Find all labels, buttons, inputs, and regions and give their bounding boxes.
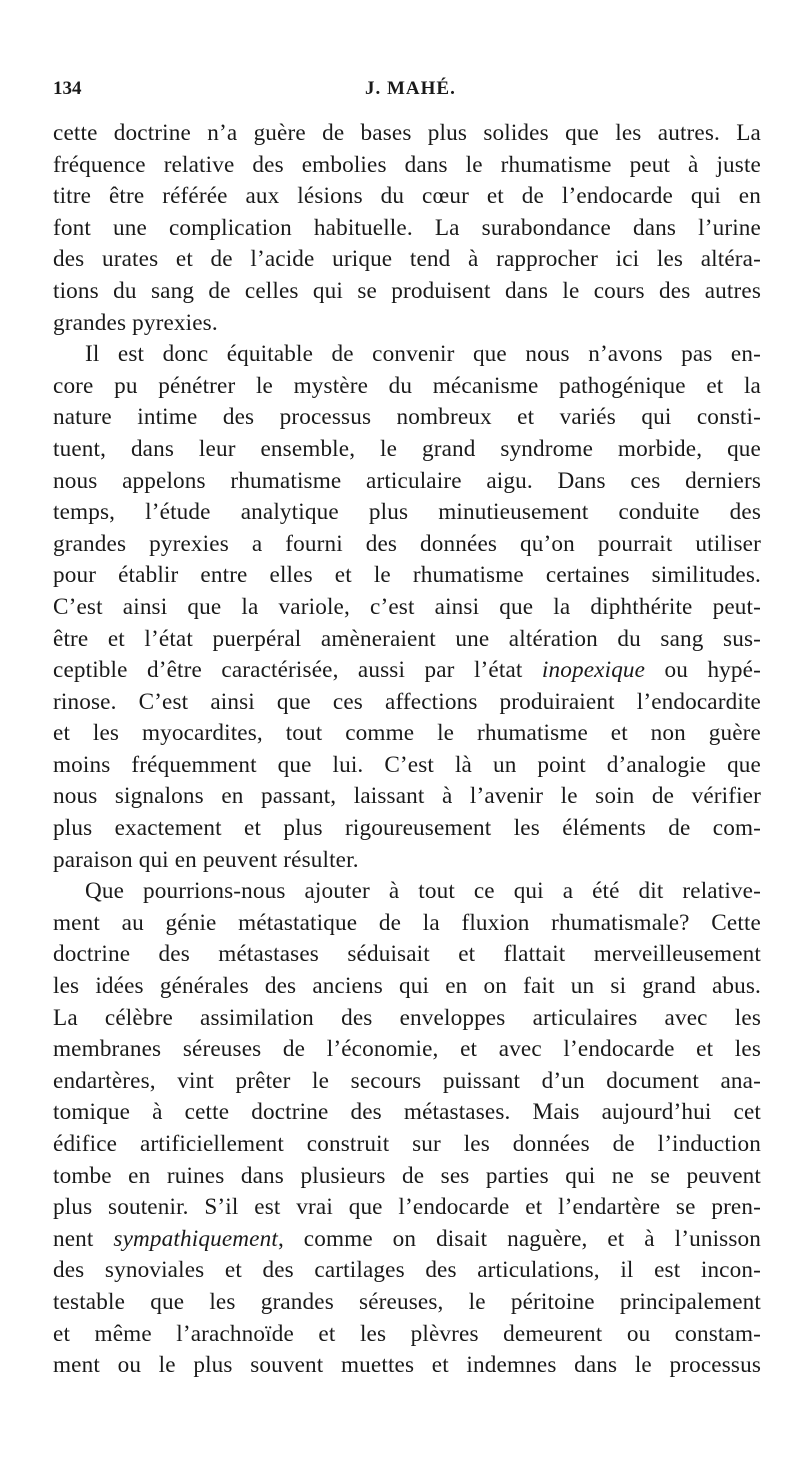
italic-term: sympathiquement	[113, 1225, 278, 1252]
text-line: core pu pénétrer le mystère du mécanisme pathogénique et la	[53, 372, 761, 399]
page-number: 134	[53, 78, 82, 99]
text-line: plus exactement et plus rigoureusement les éléments de com-	[53, 815, 761, 842]
text-line: édifice artificiellement construit sur les données de l’induction	[53, 1131, 761, 1157]
text-line: font une complication habituelle. La surabondance dans l’urine	[53, 214, 761, 241]
text-line: temps, l’étude analytique plus minutieusement conduite des	[53, 499, 761, 526]
text-line: et même l’arachnoïde et les plèvres demeurent ou constam-	[53, 1320, 761, 1347]
text-line: cette doctrine n’a guère de bases plus solides que les autres. La	[53, 120, 761, 146]
text-line: La célèbre assimilation des enveloppes articulaires avec les	[53, 1004, 761, 1031]
text-line: nent sympathiquement, comme on disait naguère, et à l’unisson	[53, 1225, 761, 1252]
text-line: tombe en ruines dans plusieurs de ses parties qui ne se peuvent	[53, 1162, 761, 1189]
text-line: endartères, vint prêter le secours puissant d’un document ana-	[53, 1067, 761, 1094]
text-line: paraison qui en peuvent résulter.	[53, 846, 359, 873]
text-line: grandes pyrexies.	[53, 309, 218, 336]
text-line: Que pourrions-nous ajouter à tout ce qui a été dit relative-	[85, 878, 761, 905]
text-line: nous signalons en passant, laissant à l’avenir le soin de vérifier	[53, 783, 761, 810]
text-line: C’est ainsi que la variole, c’est ainsi que la diphthérite peut-	[53, 593, 761, 620]
text-line: des synoviales et des cartilages des articulations, il est incon-	[53, 1257, 761, 1284]
text-line: plus soutenir. S’il est vrai que l’endocarde et l’endartère se pren-	[53, 1194, 761, 1221]
text-line: ment ou le plus souvent muettes et indemnes dans le processus	[53, 1352, 761, 1379]
text-line: ment au génie métastatique de la fluxion rhumatismale? Cette	[53, 909, 761, 936]
text-line: moins fréquemment que lui. C’est là un point d’analogie que	[53, 751, 761, 778]
text-line: tomique à cette doctrine des métastases. Mais aujourd’hui cet	[53, 1099, 761, 1126]
text-line: Il est donc équitable de convenir que nous n’avons pas en-	[85, 341, 761, 368]
text-line: testable que les grandes séreuses, le péritoine principalement	[53, 1288, 761, 1315]
text-line: être et l’état puerpéral amèneraient une altération du sang sus-	[53, 625, 761, 652]
text-line: les idées générales des anciens qui en on fait un si grand abus.	[53, 973, 761, 1000]
italic-term: inopexique	[541, 657, 646, 684]
text-line: doctrine des métastases séduisait et flattait merveilleusement	[53, 941, 761, 968]
text-line: nature intime des processus nombreux et variés qui consti-	[53, 404, 761, 431]
book-page	[53, 78, 761, 1382]
running-title: J. MAHÉ.	[365, 78, 456, 99]
text-line: tions du sang de celles qui se produisent dans le cours des autres	[53, 277, 761, 304]
text-line: fréquence relative des embolies dans le rhumatisme peut à juste	[53, 151, 761, 178]
text-line: nous appelons rhumatisme articulaire aigu. Dans ces derniers	[53, 467, 761, 494]
text-line: tuent, dans leur ensemble, le grand syndrome morbide, que	[53, 435, 761, 462]
page-header	[53, 78, 761, 118]
text-line: pour établir entre elles et le rhumatisme certaines similitudes.	[53, 562, 761, 589]
text-line: grandes pyrexies a fourni des données qu’on pourrait utiliser	[53, 530, 761, 557]
text-line: rinose. C’est ainsi que ces affections produiraient l’endocardite	[53, 688, 761, 715]
text-line: ceptible d’être caractérisée, aussi par l’état inopexique ou hypé-	[53, 657, 761, 684]
text-line: et les myocardites, tout comme le rhumatisme et non guère	[53, 720, 761, 747]
body-text	[53, 118, 761, 1382]
text-line: titre être référée aux lésions du cœur et de l’endocarde qui en	[53, 183, 761, 210]
text-line: des urates et de l’acide urique tend à rapprocher ici les altéra-	[53, 246, 761, 273]
text-line: membranes séreuses de l’économie, et avec l’endocarde et les	[53, 1036, 761, 1063]
